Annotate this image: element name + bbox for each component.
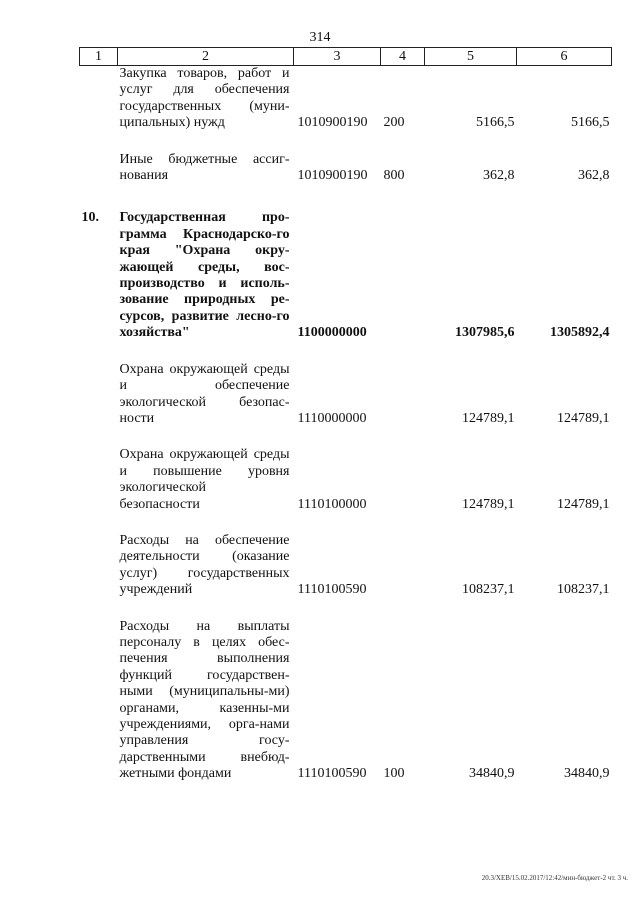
row-amount-1: 124789,1: [462, 496, 515, 512]
table-row: [80, 66, 612, 132]
column-header-2: 2: [118, 48, 294, 66]
row-name: Охрана окружающей среды и обеспечение экологической безопас-ности: [119, 361, 290, 426]
row-expense-type: [381, 210, 425, 341]
row-number: [80, 152, 118, 185]
table-row: [80, 210, 612, 341]
row-amount-2: 362,8: [578, 168, 610, 184]
row-code: 1110100590: [297, 766, 367, 782]
row-expense-type: [381, 447, 425, 513]
row-spacer: [80, 513, 612, 533]
row-code: 1110100590: [297, 582, 367, 598]
row-number: [80, 619, 118, 783]
row-expense-type: [381, 533, 425, 599]
table-row: [80, 447, 612, 513]
row-spacer: [80, 342, 612, 362]
row-amount-2: 1305892,4: [550, 325, 610, 341]
row-amount-2: 124789,1: [557, 410, 610, 426]
row-amount-2: 5166,5: [571, 115, 610, 131]
row-spacer: [80, 427, 612, 447]
column-header-4: 4: [381, 48, 425, 66]
row-number: [80, 447, 118, 513]
row-amount-1: 5166,5: [476, 115, 515, 131]
column-header-1: 1: [80, 48, 118, 66]
table-header-row: [80, 48, 612, 66]
row-expense-type: 800: [383, 168, 405, 184]
row-amount-1: 34840,9: [469, 766, 515, 782]
column-header-6: 6: [517, 48, 612, 66]
row-spacer: [80, 184, 612, 210]
table-row: [80, 362, 612, 428]
row-name: Закупка товаров, работ и услуг для обеспечения государственных (муни-ципальных) нужд: [119, 66, 290, 131]
row-number: [80, 533, 118, 599]
row-amount-2: 108237,1: [557, 582, 610, 598]
row-name: Иные бюджетные ассиг-нования: [119, 151, 290, 184]
page-number: 314: [309, 30, 331, 45]
row-code: 1010900190: [297, 115, 368, 131]
row-amount-1: 108237,1: [462, 582, 515, 598]
row-code: 1110000000: [297, 410, 367, 426]
table-row: [80, 619, 612, 783]
row-expense-type: 100: [383, 766, 405, 782]
column-header-5: 5: [425, 48, 517, 66]
document-footer-note: 20.3/XEB/15.02.2017/12:42/мин-бюджет-2 чт. 3 ч.: [481, 874, 628, 882]
row-code: 1010900190: [297, 168, 368, 184]
table-row: [80, 533, 612, 599]
row-spacer: [80, 132, 612, 152]
row-amount-1: 1307985,6: [455, 325, 515, 341]
row-number: [80, 66, 118, 132]
row-amount-2: 124789,1: [557, 496, 610, 512]
budget-table: [79, 47, 612, 783]
row-name: Расходы на выплаты персоналу в целях обес-печения выполнения функций государствен-ными (муниципальны-ми) органами, казенны-ми учреждениями, орга-нами управления госу-дарственными внебюд-жетными фондами: [119, 618, 290, 782]
row-name: Расходы на обеспечение деятельности (оказание услуг) государственных учреждений: [119, 532, 290, 598]
column-header-3: 3: [294, 48, 381, 66]
row-name: Охрана окружающей среды и повышение уровня экологической безопасности: [119, 447, 290, 512]
row-code: 1110100000: [297, 496, 367, 512]
table-row: [80, 152, 612, 185]
row-number: 10.: [81, 210, 99, 226]
row-amount-2: 34840,9: [564, 766, 610, 782]
row-spacer: [80, 599, 612, 619]
row-expense-type: 200: [383, 115, 405, 131]
row-expense-type: [381, 362, 425, 428]
row-amount-1: 362,8: [483, 168, 515, 184]
row-name: Государственная про-грамма Краснодарско-го края "Охрана окру-жающей среды, вос-производство и исполь-зование природных ре-сурсов, развитие лесно-го хозяйства": [119, 210, 290, 341]
row-amount-1: 124789,1: [462, 410, 515, 426]
row-code: 1100000000: [297, 325, 367, 341]
row-number: [80, 362, 118, 428]
